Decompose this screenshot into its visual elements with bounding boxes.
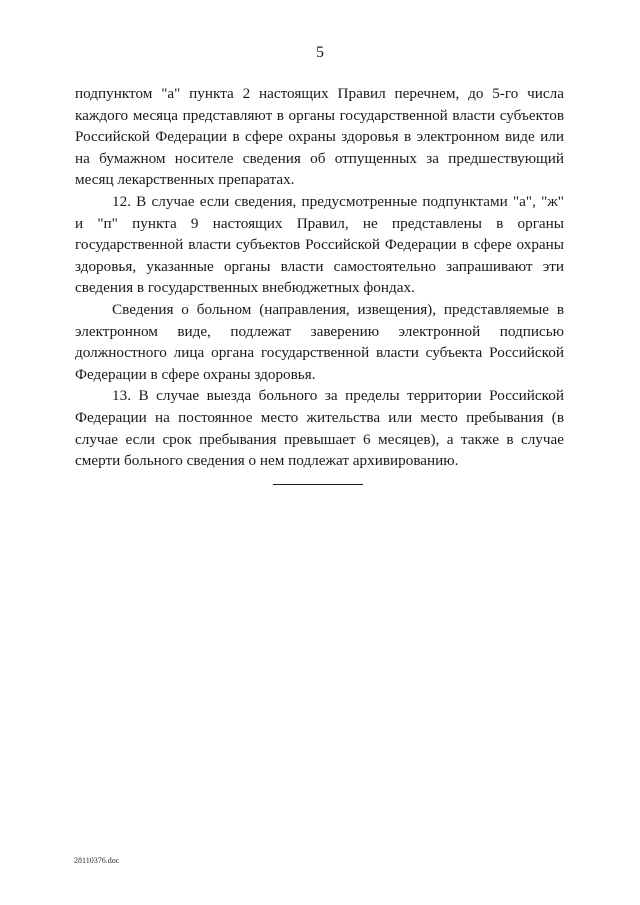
end-separator-line	[273, 484, 363, 485]
page-number: 5	[316, 44, 324, 61]
paragraph-continuation: подпунктом "а" пункта 2 настоящих Правил перечнем, до 5-го числа каждого месяца представляют в органы государственной власти субъектов Российской Федерации в сфере охраны здоровья в электронном виде или на бумажном носителе сведения об отпущенных за предшествующий месяц лекарственных препаратах.	[75, 85, 564, 189]
paragraph-patient-info: Сведения о больном (направления, извещения), представляемые в электронном виде, подлежат заверению электронной подписью должностного лица органа государственной власти субъекта Российской Федерации в сфере охраны здоровья.	[75, 300, 564, 383]
paragraph-item-13: 13. В случае выезда больного за пределы территории Российской Федерации на постоянное место жительства или место пребывания (в случае если срок пребывания превышает 6 месяцев), а также в случае смерти больного сведения о нем подлежат архивированию.	[75, 387, 564, 470]
file-reference: 28110376.doc	[74, 856, 120, 865]
document-body	[75, 83, 564, 472]
paragraph-item-12: 12. В случае если сведения, предусмотренные подпунктами "а", "ж" и "п" пункта 9 настоящих Правил, не представлены в органы государственной власти субъектов Российской Федерации в сфере охраны здоровья, указанные органы власти самостоятельно запрашивают эти сведения в государственных внебюджетных фондах.	[75, 192, 564, 297]
